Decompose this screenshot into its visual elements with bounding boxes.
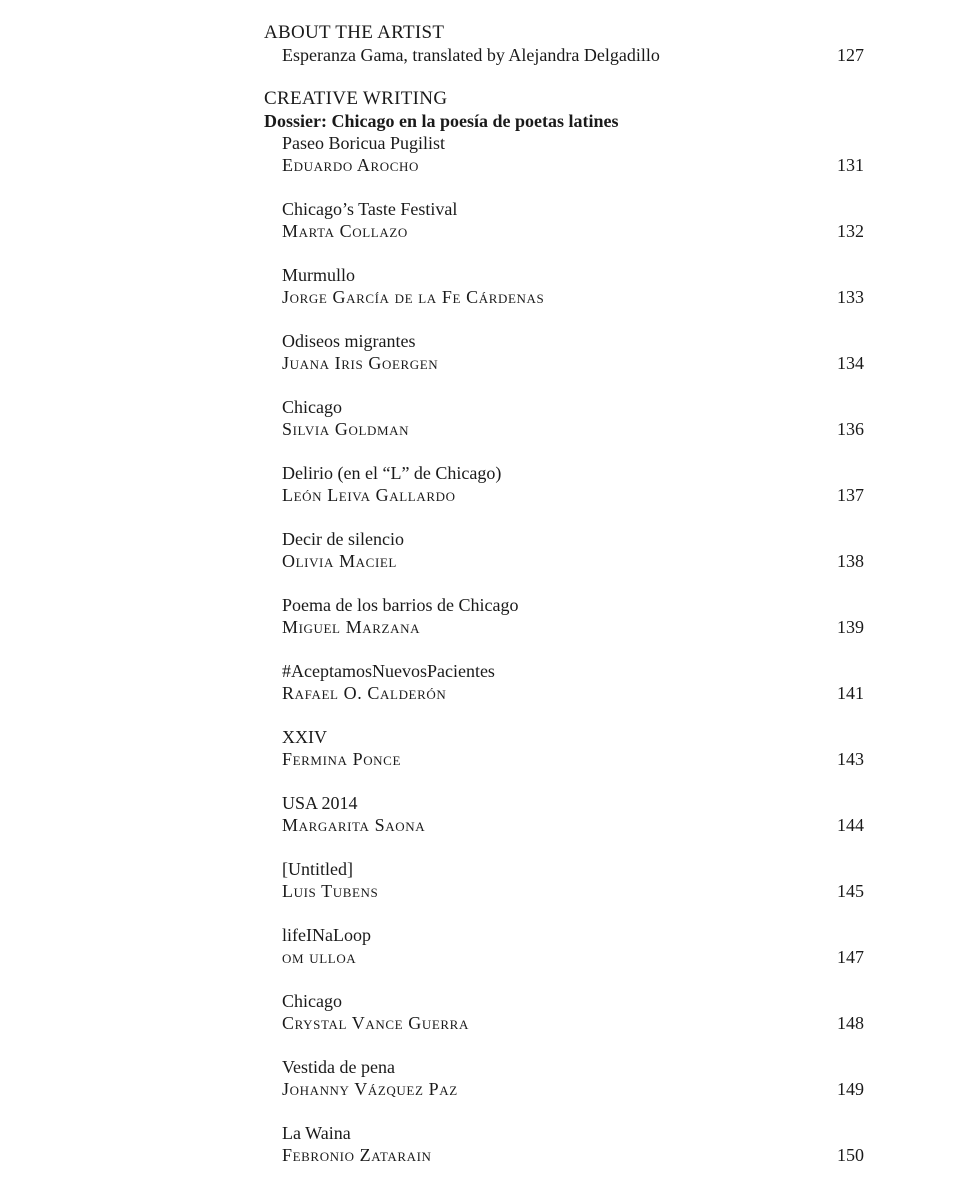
toc-entry[interactable] (264, 198, 864, 242)
entry-author: Johanny Vázquez Paz (282, 1079, 458, 1099)
page-number: 137 (837, 485, 864, 505)
page-number: 139 (837, 617, 864, 637)
entry-author: Fermina Ponce (282, 749, 401, 769)
entry-author: Crystal Vance Guerra (282, 1013, 469, 1033)
page-number: 144 (837, 815, 864, 835)
dossier-title: Dossier: Chicago en la poesía de poetas latines (264, 111, 619, 131)
page-number: 131 (837, 155, 864, 175)
entry-author-row (282, 154, 864, 176)
entry-title: Vestida de pena (282, 1057, 395, 1077)
entry-title: Chicago (282, 397, 342, 417)
entry-author: Rafael O. Calderón (282, 683, 447, 703)
entry-author: León Leiva Gallardo (282, 485, 456, 505)
toc-entry[interactable] (264, 924, 864, 968)
entry-author: Marta Collazo (282, 221, 408, 241)
entry-author-row (282, 1012, 864, 1034)
toc-entry[interactable] (264, 660, 864, 704)
toc-entry[interactable] (264, 990, 864, 1034)
entry-author: Olivia Maciel (282, 551, 397, 571)
entry-author: Miguel Marzana (282, 617, 421, 637)
entry-author-row (282, 1144, 864, 1166)
table-of-contents (264, 22, 864, 1188)
toc-entry[interactable] (264, 726, 864, 770)
entry-author-row (282, 286, 864, 308)
entry-title: Decir de silencio (282, 529, 404, 549)
entry-author: Silvia Goldman (282, 419, 410, 439)
entry-title: La Waina (282, 1123, 351, 1143)
page-number: 150 (837, 1145, 864, 1165)
section-creative-writing (264, 88, 864, 1166)
page-number: 149 (837, 1079, 864, 1099)
page-number: 127 (837, 45, 864, 65)
entry-author: Margarita Saona (282, 815, 426, 835)
entry-title: USA 2014 (282, 793, 358, 813)
entry-author: Jorge García de la Fe Cárdenas (282, 287, 545, 307)
toc-entry[interactable] (264, 44, 864, 66)
section-about-the-artist (264, 22, 864, 66)
entry-author-row (282, 484, 864, 506)
toc-entry[interactable] (264, 462, 864, 506)
entry-title: [Untitled] (282, 859, 353, 879)
toc-entry[interactable] (264, 264, 864, 308)
page-number: 141 (837, 683, 864, 703)
entries-list (264, 132, 864, 1166)
toc-entry[interactable] (264, 1056, 864, 1100)
entry-author: Eduardo Arocho (282, 155, 420, 175)
entry-text: Esperanza Gama, translated by Alejandra Delgadillo (282, 45, 660, 65)
toc-entry[interactable] (264, 858, 864, 902)
entry-title: XXIV (282, 727, 327, 747)
entry-author-row (282, 748, 864, 770)
entry-title: Chicago’s Taste Festival (282, 199, 458, 219)
page-number: 143 (837, 749, 864, 769)
entry-author-row (282, 814, 864, 836)
entry-title: Delirio (en el “L” de Chicago) (282, 463, 502, 483)
entry-author: om ulloa (282, 947, 357, 967)
entry-title: Odiseos migrantes (282, 331, 416, 351)
toc-entry[interactable] (264, 396, 864, 440)
entry-author-row (282, 220, 864, 242)
section-heading: ABOUT THE ARTIST (264, 22, 445, 43)
entry-title: Poema de los barrios de Chicago (282, 595, 519, 615)
entry-author-row (282, 1078, 864, 1100)
page-number: 136 (837, 419, 864, 439)
page-number: 134 (837, 353, 864, 373)
toc-entry[interactable] (264, 594, 864, 638)
page-number: 147 (837, 947, 864, 967)
page-number: 148 (837, 1013, 864, 1033)
toc-entry[interactable] (264, 792, 864, 836)
entry-author: Juana Iris Goergen (282, 353, 439, 373)
toc-entry[interactable] (264, 528, 864, 572)
entry-author-row (282, 616, 864, 638)
entry-author-row (282, 418, 864, 440)
entry-author-row (282, 352, 864, 374)
page-number: 132 (837, 221, 864, 241)
entry-author-row (282, 682, 864, 704)
page-number: 145 (837, 881, 864, 901)
entry-title: lifeINaLoop (282, 925, 371, 945)
toc-entry[interactable] (264, 330, 864, 374)
toc-entry[interactable] (264, 1122, 864, 1166)
toc-entry[interactable] (264, 132, 864, 176)
entry-title: Paseo Boricua Pugilist (282, 133, 445, 153)
entry-author: Luis Tubens (282, 881, 379, 901)
entry-author: Febronio Zatarain (282, 1145, 432, 1165)
page-number: 133 (837, 287, 864, 307)
section-heading: CREATIVE WRITING (264, 88, 448, 109)
entry-author-row (282, 946, 864, 968)
entry-author-row (282, 880, 864, 902)
entry-author-row (282, 550, 864, 572)
entry-title: Chicago (282, 991, 342, 1011)
entry-title: #AceptamosNuevosPacientes (282, 661, 495, 681)
entry-title: Murmullo (282, 265, 356, 285)
page-number: 138 (837, 551, 864, 571)
